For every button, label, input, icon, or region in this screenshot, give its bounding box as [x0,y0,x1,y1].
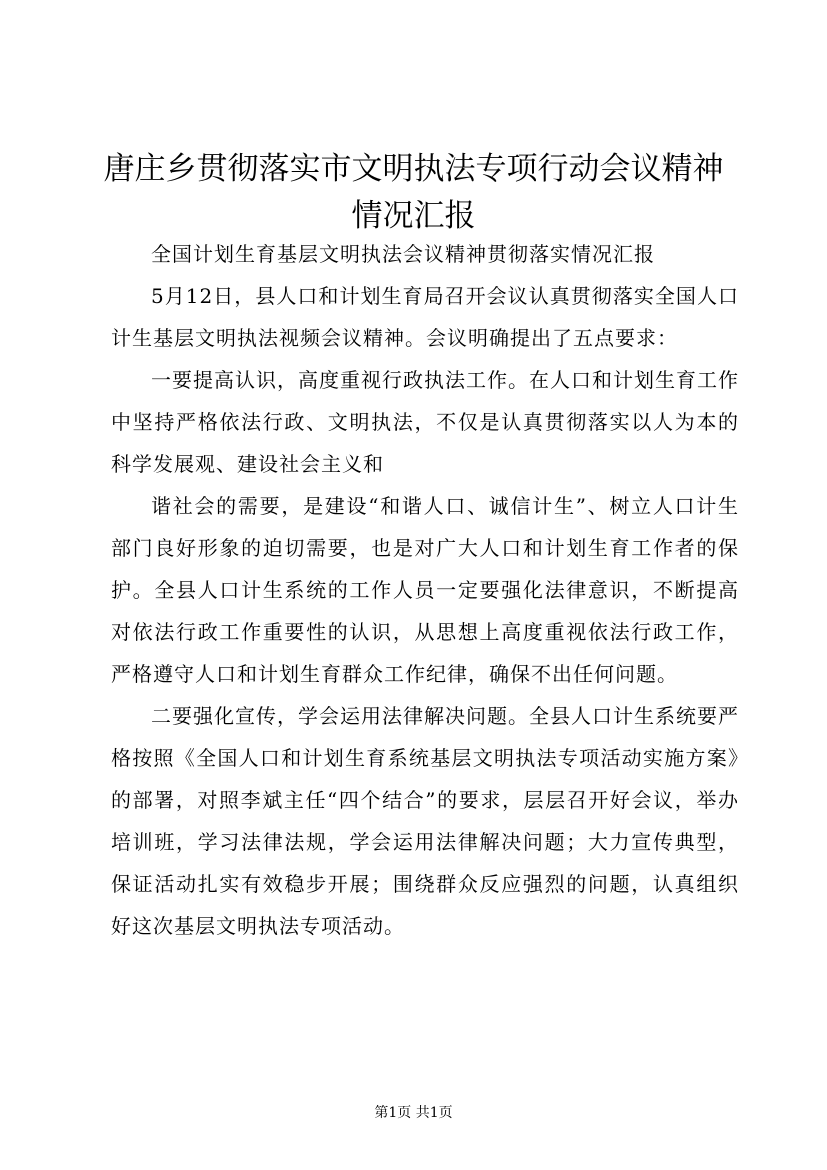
point-one-paragraph: 一要提高认识，高度重视行政执法工作。在人口和计划生育工作中坚持严格依法行政、文明执法，不仅是认真贯彻落实以人为本的科学发展观、建设社会主义和 [111,368,739,476]
page-number-footer: 第1页 共1页 [374,1105,453,1121]
point-one-continued-paragraph: 谐社会的需要，是建设“和谐人口、诚信计生”、树立人口计生部门良好形象的迫切需要，也是对广大人口和计划生育工作者的保护。全县人口计生系统的工作人员一定要强化法律意识，不断提高对依法行政工作重要性的认识，从思想上高度重视依法行政工作，严格遵守人口和计划生育群众工作纪律，确保不出任何问题。 [111,494,739,686]
intro-paragraph: 5月12日，县人口和计划生育局召开会议认真贯彻落实全国人口计生基层文明执法视频会议精神。会议明确提出了五点要求： [111,284,739,350]
document-title: 唐庄乡贯彻落实市文明执法专项行动会议精神情况汇报 [103,151,724,234]
point-two-paragraph: 二要强化宣传，学会运用法律解决问题。全县人口计生系统要严格按照《全国人口和计划生育系统基层文明执法专项活动实施方案》的部署，对照李斌主任“四个结合”的要求，层层召开好会议，举办培训班，学习法律法规，学会运用法律解决问题；大力宣传典型，保证活动扎实有效稳步开展；围绕群众反应强烈的问题，认真组织好这次基层文明执法专项活动。 [111,704,739,938]
document-body [111,233,739,947]
subtitle-paragraph: 全国计划生育基层文明执法会议精神贯彻落实情况汇报 [151,242,655,266]
